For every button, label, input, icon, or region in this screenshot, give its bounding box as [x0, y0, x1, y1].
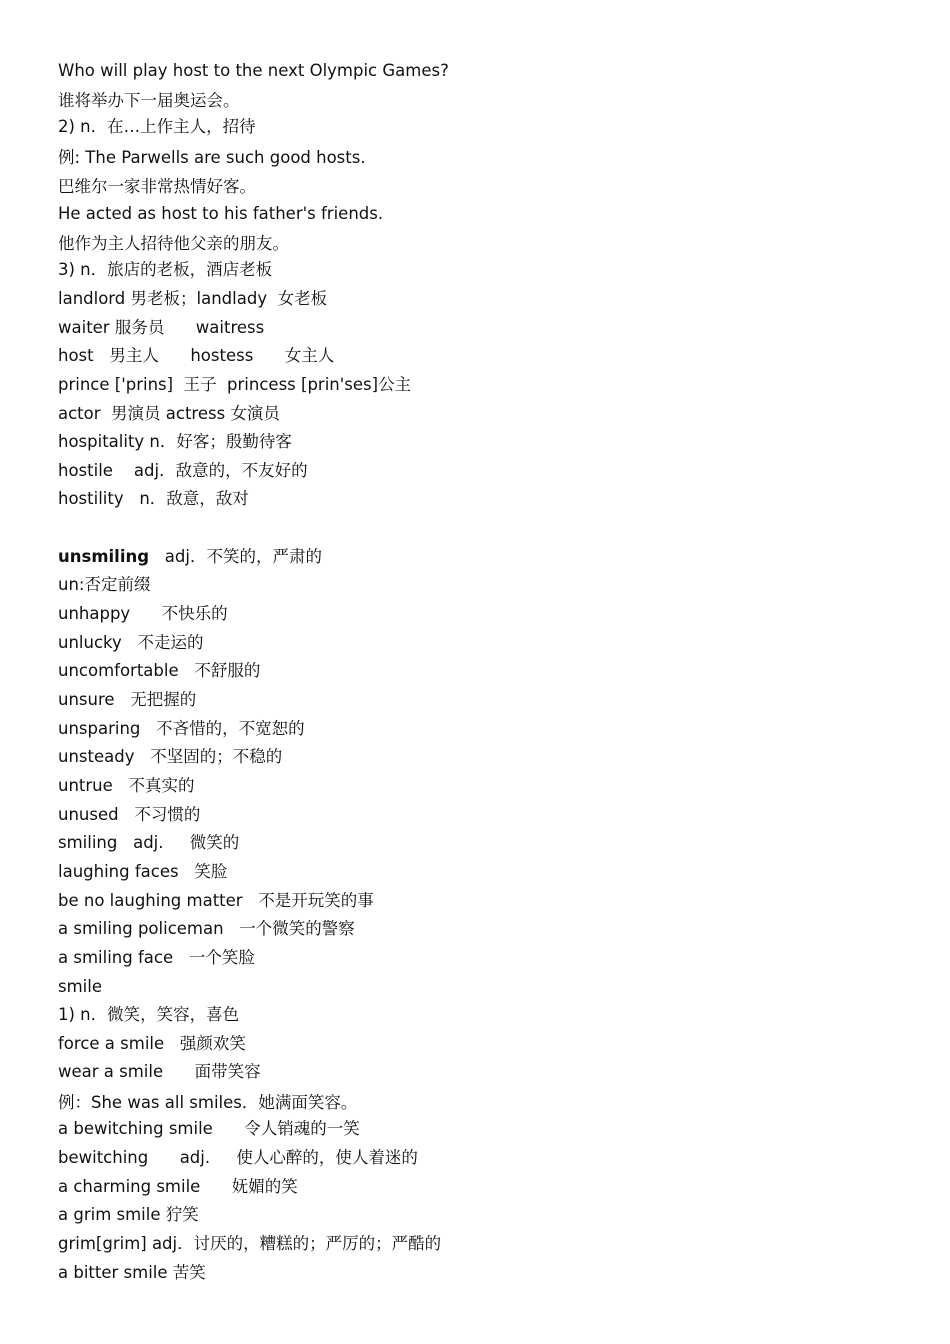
text-line [58, 90, 240, 112]
line-text: 例：She was all smiles．她满面笑容。 [58, 1093, 358, 1112]
line-text: force a smile 强颜欢笑 [58, 1034, 246, 1053]
line-text: 巴维尔一家非常热情好客。 [58, 177, 256, 196]
text-line [58, 1176, 298, 1198]
text-line [58, 374, 411, 396]
line-text: hostile adj．敌意的，不友好的 [58, 461, 308, 480]
line-text: 1) n．微笑，笑容，喜色 [58, 1005, 240, 1024]
text-line [58, 546, 322, 568]
text-line [58, 1092, 357, 1114]
text-line [58, 1118, 360, 1140]
line-text: adj．不笑的，严肃的 [149, 547, 322, 566]
text-line [58, 460, 308, 482]
line-text: a charming smile 妩媚的笑 [58, 1177, 298, 1196]
line-text: unused 不习惯的 [58, 805, 201, 824]
text-line [58, 116, 256, 138]
text-line [58, 976, 102, 998]
line-text: 谁将举办下一届奥运会。 [58, 91, 240, 110]
line-text: prince ['prins] 王子 princess [prin'ses]公主 [58, 375, 412, 394]
text-line [58, 1262, 206, 1284]
text-line [58, 718, 305, 740]
line-text: smile [58, 977, 102, 996]
line-text: 3) n．旅店的老板，酒店老板 [58, 260, 273, 279]
line-text: a grim smile 狞笑 [58, 1205, 199, 1224]
line-text: a smiling policeman 一个微笑的警察 [58, 919, 355, 938]
line-text: unsparing 不吝惜的，不宽恕的 [58, 719, 305, 738]
text-line [58, 603, 228, 625]
text-line [58, 1061, 261, 1083]
line-text: waiter 服务员 waitress [58, 318, 265, 337]
line-text: a bitter smile 苦笑 [58, 1263, 206, 1282]
text-line [58, 775, 195, 797]
text-line [58, 746, 282, 768]
text-line [58, 259, 272, 281]
text-line [58, 488, 249, 510]
line-text: He acted as host to his father's friends. [58, 204, 384, 223]
text-line [58, 947, 255, 969]
line-text: Who will play host to the next Olympic Games? [58, 61, 449, 80]
text-line [58, 1147, 418, 1169]
text-line [58, 403, 280, 425]
line-text: unlucky 不走运的 [58, 633, 204, 652]
text-line [58, 176, 256, 198]
line-text: a smiling face 一个笑脸 [58, 948, 255, 967]
line-text: grim[grim] adj．讨厌的，糟糕的；严厉的；严酷的 [58, 1234, 442, 1253]
text-line [58, 1204, 199, 1226]
text-line [58, 1033, 246, 1055]
line-text: a bewitching smile 令人销魂的一笑 [58, 1119, 360, 1138]
line-text: bewitching adj. 使人心醉的，使人着迷的 [58, 1148, 418, 1167]
text-line [58, 1233, 441, 1255]
text-line [58, 804, 200, 826]
line-text: uncomfortable 不舒服的 [58, 661, 261, 680]
text-line [58, 1004, 239, 1026]
text-line [58, 233, 289, 255]
line-text: un:否定前缀 [58, 575, 151, 594]
text-line [58, 890, 374, 912]
line-text: laughing faces 笑脸 [58, 862, 228, 881]
text-line [58, 288, 327, 310]
line-text: 他作为主人招待他父亲的朋友。 [58, 234, 289, 253]
text-line [58, 60, 449, 82]
line-text: host 男主人 hostess 女主人 [58, 346, 335, 365]
line-text: hospitality n．好客；殷勤待客 [58, 432, 292, 451]
line-text: be no laughing matter 不是开玩笑的事 [58, 891, 374, 910]
text-line [58, 689, 196, 711]
line-text: hostility n．敌意，敌对 [58, 489, 249, 508]
text-line [58, 832, 239, 854]
text-line [58, 918, 355, 940]
line-text: untrue 不真实的 [58, 776, 195, 795]
line-text: unsure 无把握的 [58, 690, 197, 709]
text-line [58, 861, 227, 883]
text-line [58, 317, 264, 339]
line-text: unhappy 不快乐的 [58, 604, 228, 623]
line-text: wear a smile 面带笑容 [58, 1062, 261, 1081]
line-text: 2) n．在…上作主人，招待 [58, 117, 256, 136]
line-text: unsteady 不坚固的；不稳的 [58, 747, 283, 766]
line-text: 例: The Parwells are such good hosts. [58, 148, 366, 167]
text-line [58, 345, 334, 367]
text-line [58, 147, 366, 169]
line-text: landlord 男老板；landlady 女老板 [58, 289, 328, 308]
bold-term: unsmiling [58, 547, 150, 566]
line-text: actor 男演员 actress 女演员 [58, 404, 280, 423]
text-line [58, 203, 383, 225]
text-line [58, 660, 260, 682]
text-line [58, 632, 204, 654]
text-line [58, 574, 150, 596]
text-line [58, 431, 292, 453]
line-text: smiling adj. 微笑的 [58, 833, 240, 852]
